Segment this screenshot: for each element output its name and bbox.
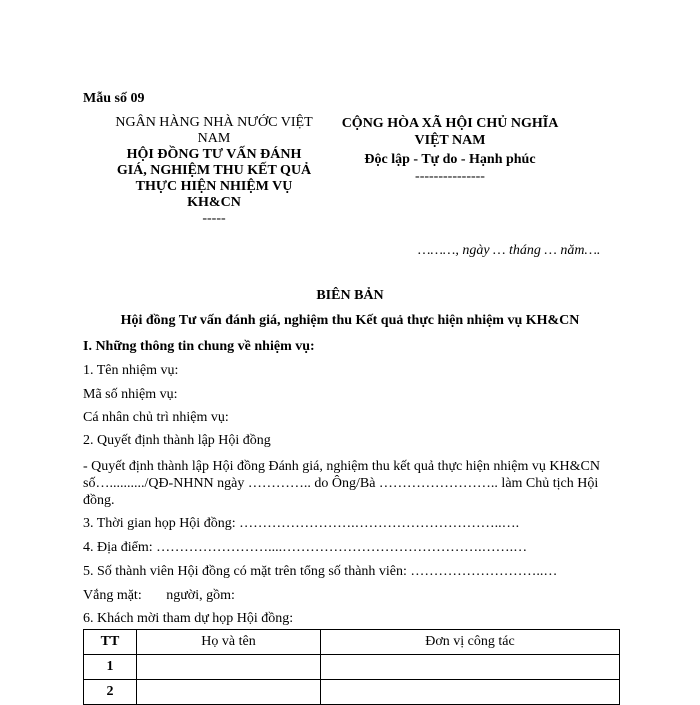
row-organization [321,680,620,705]
task-code-field: Mã số nhiệm vụ: [83,387,178,402]
country-name: CỘNG HÒA XÃ HỘI CHỦ NGHĨA VIỆT NAM [341,116,559,148]
table-row [84,680,620,705]
column-header-name: Họ và tên [137,630,321,655]
row-organization [321,655,620,680]
dateline: ………, ngày … tháng … năm…. [418,243,601,258]
row-name [137,655,321,680]
national-header [325,115,575,185]
row-index: 2 [84,680,137,705]
column-header-organization: Đơn vị công tác [321,630,620,655]
absent-field: Vắng mặt: người, gồm: [83,588,235,603]
meeting-time-field: 3. Thời gian họp Hội đồng: …………………….…………………………..…. [83,516,520,531]
document-title: BIÊN BẢN [316,288,384,303]
row-name [137,680,321,705]
left-rule: ----- [202,211,226,226]
members-present-field: 5. Số thành viên Hội đồng có mặt trên tổng số thành viên: ………………………..… [83,564,558,579]
bank-name: NGÂN HÀNG NHÀ NƯỚC VIỆT NAM [115,115,313,146]
lead-field: Cá nhân chủ trì nhiệm vụ: [83,410,229,425]
table-row [84,655,620,680]
column-header-index: TT [84,630,137,655]
motto: Độc lập - Tự do - Hạnh phúc [364,152,536,167]
task-name-field: 1. Tên nhiệm vụ: [83,363,179,378]
guest-table [83,629,620,705]
section-heading: I. Những thông tin chung về nhiệm vụ: [83,339,315,354]
council-name: HỘI ĐỒNG TƯ VẤN ĐÁNH GIÁ, NGHIỆM THU KẾT QUẢ THỰC HIỆN NHIỆM VỤ KH&CN [116,147,312,210]
location-field: 4. Địa điểm: ……………………....…………………………………….…….… [83,540,528,555]
guests-heading: 6. Khách mời tham dự họp Hội đồng: [83,611,294,626]
table-header-row [84,630,620,655]
decision-text: - Quyết định thành lập Hội đồng Đánh giá, nghiệm thu kết quả thực hiện nhiệm vụ KH&CN số…........../QĐ-NHNN ngày ………….. do Ông/Bà …………………….. làm Chủ tịch Hội đồng. [83,459,600,508]
form-code: Mẫu số 09 [83,91,145,106]
issuing-authority [115,115,313,227]
document-subtitle: Hội đồng Tư vấn đánh giá, nghiệm thu Kết quả thực hiện nhiệm vụ KH&CN [120,313,580,328]
row-index: 1 [84,655,137,680]
decision-heading: 2. Quyết định thành lập Hội đồng [83,433,271,448]
right-rule: --------------- [415,169,485,184]
